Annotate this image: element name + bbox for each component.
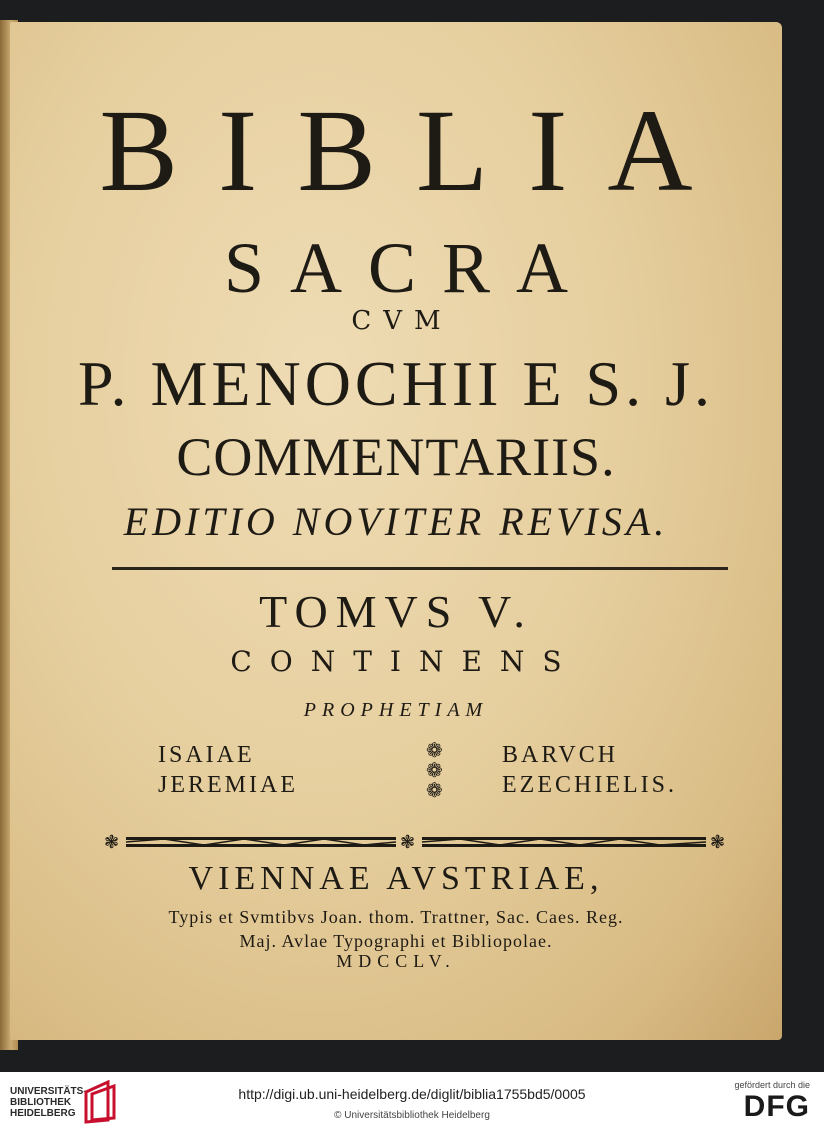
prophetiam-label: PROPHETIAM (303, 699, 489, 721)
volume-number: TOMVS V. (259, 586, 533, 637)
library-name: UNIVERSITÄTS- BIBLIOTHEK HEIDELBERG (10, 1086, 87, 1119)
fleuron-ornament-icon: ❁ ❁ ❁ (426, 738, 443, 802)
contents-item: JEREMIAE (158, 772, 298, 798)
title-commentariis: COMMENTARIIS. (176, 427, 616, 487)
svg-text:❃: ❃ (104, 832, 120, 853)
permalink-url[interactable]: http://digi.ub.uni-heidelberg.de/diglit/biblia1755bd5/0005 (238, 1086, 586, 1102)
svg-text:❃: ❃ (710, 832, 726, 853)
printer-line-1: Typis et Svmtibvs Joan. thom. Trattner, Sac. Caes. Reg. (168, 907, 624, 927)
publication-year: MDCCLV. (336, 951, 456, 971)
viewer-footer (0, 1072, 824, 1132)
edition-statement: EDITIO NOVITER REVISA. (123, 499, 669, 544)
horizontal-rule (112, 567, 728, 570)
title-cum: CVM (351, 306, 453, 336)
title-sacra: SACRA (223, 228, 595, 308)
dfg-logo: DFG (743, 1090, 810, 1123)
place-of-publication: VIENNAE AVSTRIAE, (188, 860, 604, 897)
contents-columns (10, 740, 782, 810)
decorative-border-ornament (104, 830, 728, 854)
title-author: P. MENOCHII E S. J. (77, 348, 715, 419)
title-page (10, 22, 782, 1040)
contents-right-column (502, 740, 677, 800)
svg-text:❃: ❃ (400, 832, 416, 853)
contents-item: BARVCH (502, 742, 619, 768)
contents-item: EZECHIELIS. (502, 772, 677, 798)
copyright-notice: © Universitätsbibliothek Heidelberg (334, 1110, 490, 1121)
title-biblia: BIBLIA (99, 85, 733, 216)
contents-left-column (158, 740, 298, 800)
funding-note: gefördert durch die (734, 1080, 810, 1090)
printer-line-2: Maj. Avlae Typographi et Bibliopolae. (239, 931, 553, 951)
continens-label: CONTINENS (230, 645, 580, 678)
contents-item: ISAIAE (158, 742, 255, 768)
